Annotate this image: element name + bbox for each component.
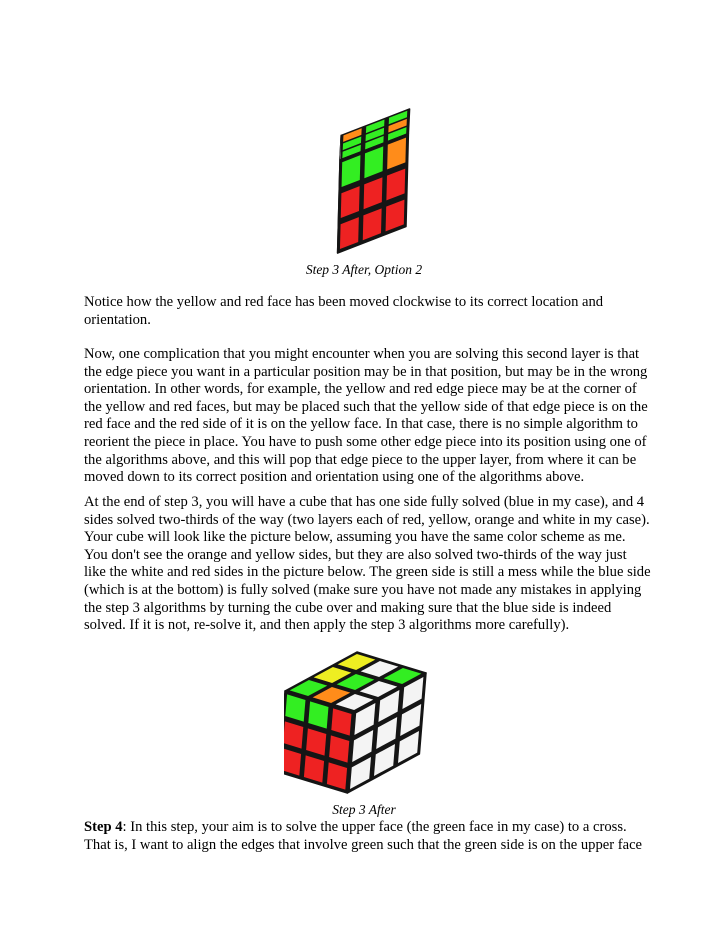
paragraph-1: Notice how the yellow and red face has been moved clockwise to its correct location and orientation. [84,294,604,328]
paragraph-2: Now, one complication that you might encounter when you are solving this second layer is that the edge piece you want in a particular position may be in that position, but may be in the wrong orientation. In other words, for example, the yellow and red edge piece may be at the corner of the yellow and red faces, but may be placed such that the yellow side of that edge piece is on the red face and the red side of it is on the yellow face. In that case, there is no simple algorithm to reorient the piece in place. You have to push some other edge piece into its position using one of the algorithms above, and this will pop that edge piece to the upper layer, from where it can be moved down to its correct position and orientation using one of the algorithms above. [84,346,648,486]
cube-image-2 [284,640,444,800]
paragraph-4: Step 4: In this step, your aim is to solve the upper face (the green face in my case) to a cross. That is, I want to align the edges that involve green such that the green side is on the upper face [84,819,643,853]
figure-caption-2: Step 3 After [332,802,396,817]
figure-caption-1: Step 3 After, Option 2 [305,262,423,277]
cube-image-1 [290,100,440,260]
paragraph-3: At the end of step 3, you will have a cube that has one side fully solved (blue in my case), and 4 sides solved two-thirds of the way (two layers each of red, yellow, orange and white in my case). Your cube will look like the picture below, assuming you have the same color scheme as me. You don't see the orange and yellow sides, but they are also solved two-thirds of the way just like the white and red sides in the picture below. The green side is still a mess while the blue side (which is at the bottom) is fully solved (make sure you have not made any mistakes in applying the step 3 algorithms by turning the cube over and making sure that the blue side is indeed solved. If it is not, re-solve it, and then apply the step 3 algorithms more carefully). [84,494,651,634]
step-4-label: Step 4 [84,819,123,835]
